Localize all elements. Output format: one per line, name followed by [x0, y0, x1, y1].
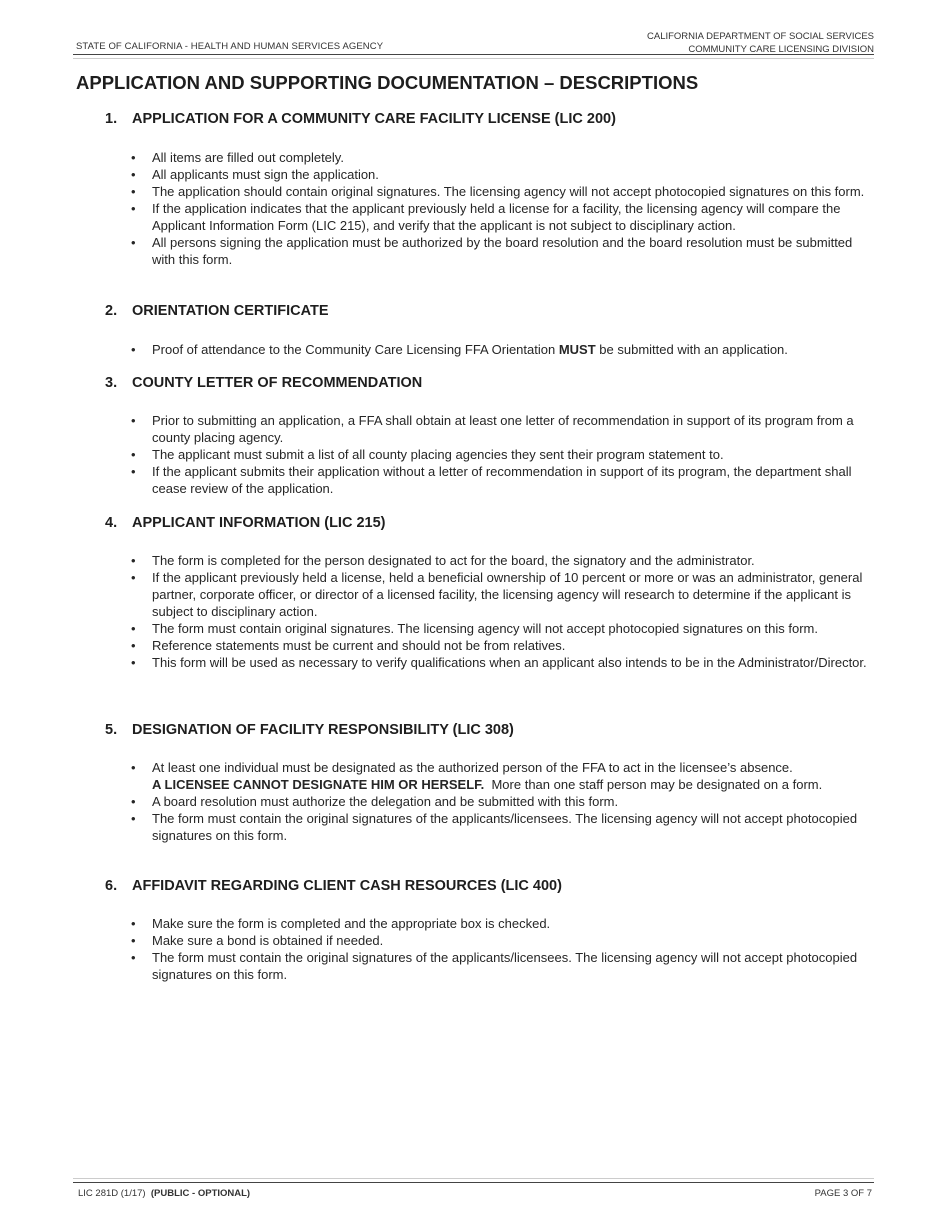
list-item-text: More than one staff person may be designated on a form.: [484, 777, 823, 792]
page-title: APPLICATION AND SUPPORTING DOCUMENTATION – DESCRIPTIONS: [76, 72, 699, 93]
list-item: [131, 149, 873, 166]
list-item-text: be submitted with an application.: [595, 342, 788, 357]
list-item: [131, 552, 873, 569]
bullet-icon: •: [131, 638, 136, 653]
bullet-list: [131, 341, 873, 358]
header-divider: [73, 54, 874, 55]
bullet-icon: •: [131, 950, 136, 965]
bullet-list: [131, 915, 873, 983]
bullet-list: [131, 759, 873, 844]
bullet-icon: •: [131, 150, 136, 165]
bullet-icon: •: [131, 655, 136, 670]
list-item: [131, 810, 873, 844]
section-heading: [105, 375, 422, 391]
section-heading: [105, 515, 385, 531]
section-heading: [105, 303, 329, 319]
bullet-icon: •: [131, 184, 136, 199]
bullet-icon: •: [131, 167, 136, 182]
list-item: [131, 446, 873, 463]
section-number: 4.: [105, 515, 118, 531]
bullet-list: [131, 149, 873, 268]
section-title: APPLICATION FOR A COMMUNITY CARE FACILITY LICENSE (LIC 200): [132, 111, 616, 127]
list-item: [131, 759, 873, 793]
section-heading: [105, 111, 616, 127]
bullet-icon: •: [131, 933, 136, 948]
bullet-icon: •: [131, 464, 136, 479]
footer-form-id: [78, 1188, 250, 1199]
section-title: APPLICANT INFORMATION (LIC 215): [132, 515, 386, 531]
list-item: [131, 620, 873, 637]
bullet-icon: •: [131, 553, 136, 568]
list-item-text: This form will be used as necessary to verify qualifications when an applicant also intends to be in the Administrator/Director.: [152, 655, 867, 670]
bullet-icon: •: [131, 201, 136, 216]
list-item-text: If the applicant previously held a license, held a beneficial ownership of 10 percent or more or was an administrator, general partner, corporate officer, or director of a licensed facility, the licensing agency will research to determine if the applicant is subject to disciplinary action.: [152, 570, 863, 619]
bullet-icon: •: [131, 621, 136, 636]
list-item-text: A board resolution must authorize the delegation and be submitted with this form.: [152, 794, 619, 809]
section-number: 2.: [105, 303, 118, 319]
header-agency: STATE OF CALIFORNIA - HEALTH AND HUMAN SERVICES AGENCY: [76, 41, 384, 52]
list-item: [131, 793, 873, 810]
list-item-text: The form must contain original signatures. The licensing agency will not accept photocopied signatures on this form.: [152, 621, 819, 636]
bullet-list: [131, 412, 873, 497]
list-item: [131, 654, 873, 671]
list-item-text: The form must contain the original signatures of the applicants/licensees. The licensing agency will not accept photocopied signatures on this form.: [152, 811, 858, 843]
footer-divider-light: [73, 1178, 874, 1179]
section-title: ORIENTATION CERTIFICATE: [132, 303, 329, 319]
list-item: [131, 341, 873, 358]
list-item-text: Make sure a bond is obtained if needed.: [152, 933, 384, 948]
list-item-text: Make sure the form is completed and the appropriate box is checked.: [152, 916, 551, 931]
list-item: [131, 200, 873, 234]
page-number: PAGE 3 OF 7: [814, 1188, 872, 1199]
list-item-text: If the application indicates that the applicant previously held a license for a facility, the licensing agency will compare the Applicant Information Form (LIC 215), and verify that the applicant is not subject to disciplinary action.: [152, 201, 841, 233]
list-item: [131, 412, 873, 446]
form-type: (PUBLIC - OPTIONAL): [150, 1188, 251, 1199]
bullet-icon: •: [131, 570, 136, 585]
list-item-text: All persons signing the application must be authorized by the board resolution and the board resolution must be submitted with this form.: [152, 235, 853, 267]
bullet-icon: •: [131, 235, 136, 250]
list-item-text: All items are filled out completely.: [152, 150, 344, 165]
section-number: 1.: [105, 111, 118, 127]
header-divider-light: [73, 58, 874, 59]
emphasis-text: A LICENSEE CANNOT DESIGNATE HIM OR HERSELF.: [152, 777, 485, 792]
section-heading: [105, 878, 562, 894]
list-item-text: At least one individual must be designated as the authorized person of the FFA to act in the licensee’s absence.: [152, 760, 793, 775]
bullet-icon: •: [131, 342, 136, 357]
list-item: [131, 915, 873, 932]
header-department: [647, 30, 874, 56]
list-item-text: Proof of attendance to the Community Care Licensing FFA Orientation: [152, 342, 559, 357]
list-item: [131, 932, 873, 949]
list-item: [131, 234, 873, 268]
list-item-text: Prior to submitting an application, a FFA shall obtain at least one letter of recommendation in support of its program from a county placing agency.: [152, 413, 854, 445]
section-number: 3.: [105, 375, 118, 391]
header-division-line: COMMUNITY CARE LICENSING DIVISION: [688, 44, 874, 55]
bullet-list: [131, 552, 873, 671]
section-title: COUNTY LETTER OF RECOMMENDATION: [132, 375, 423, 391]
header-department-line: CALIFORNIA DEPARTMENT OF SOCIAL SERVICES: [647, 31, 874, 42]
emphasis-text: MUST: [558, 342, 596, 357]
footer-divider: [73, 1182, 874, 1183]
list-item-text: The application should contain original signatures. The licensing agency will not accept photocopied signatures on this form.: [152, 184, 865, 199]
bullet-icon: •: [131, 447, 136, 462]
section-title: AFFIDAVIT REGARDING CLIENT CASH RESOURCES (LIC 400): [132, 878, 562, 894]
list-item-text: All applicants must sign the application.: [152, 167, 379, 182]
bullet-icon: •: [131, 794, 136, 809]
list-item-text: The form is completed for the person designated to act for the board, the signatory and the administrator.: [152, 553, 755, 568]
form-number: LIC 281D (1/17): [78, 1188, 146, 1199]
bullet-icon: •: [131, 916, 136, 931]
list-item: [131, 463, 873, 497]
list-item-text: The form must contain the original signatures of the applicants/licensees. The licensing agency will not accept photocopied signatures on this form.: [152, 950, 858, 982]
list-item: [131, 166, 873, 183]
section-number: 6.: [105, 878, 118, 894]
list-item: [131, 569, 873, 620]
section-title: DESIGNATION OF FACILITY RESPONSIBILITY (LIC 308): [132, 722, 514, 738]
list-item: [131, 637, 873, 654]
section-heading: [105, 722, 514, 738]
list-item-text: The applicant must submit a list of all county placing agencies they sent their program statement to.: [152, 447, 724, 462]
list-item: [131, 183, 873, 200]
section-number: 5.: [105, 722, 118, 738]
bullet-icon: •: [131, 811, 136, 826]
list-item-text: Reference statements must be current and should not be from relatives.: [152, 638, 566, 653]
list-item: [131, 949, 873, 983]
bullet-icon: •: [131, 760, 136, 775]
bullet-icon: •: [131, 413, 136, 428]
list-item-text: If the applicant submits their application without a letter of recommendation in support of its program, the department shall cease review of the application.: [152, 464, 852, 496]
